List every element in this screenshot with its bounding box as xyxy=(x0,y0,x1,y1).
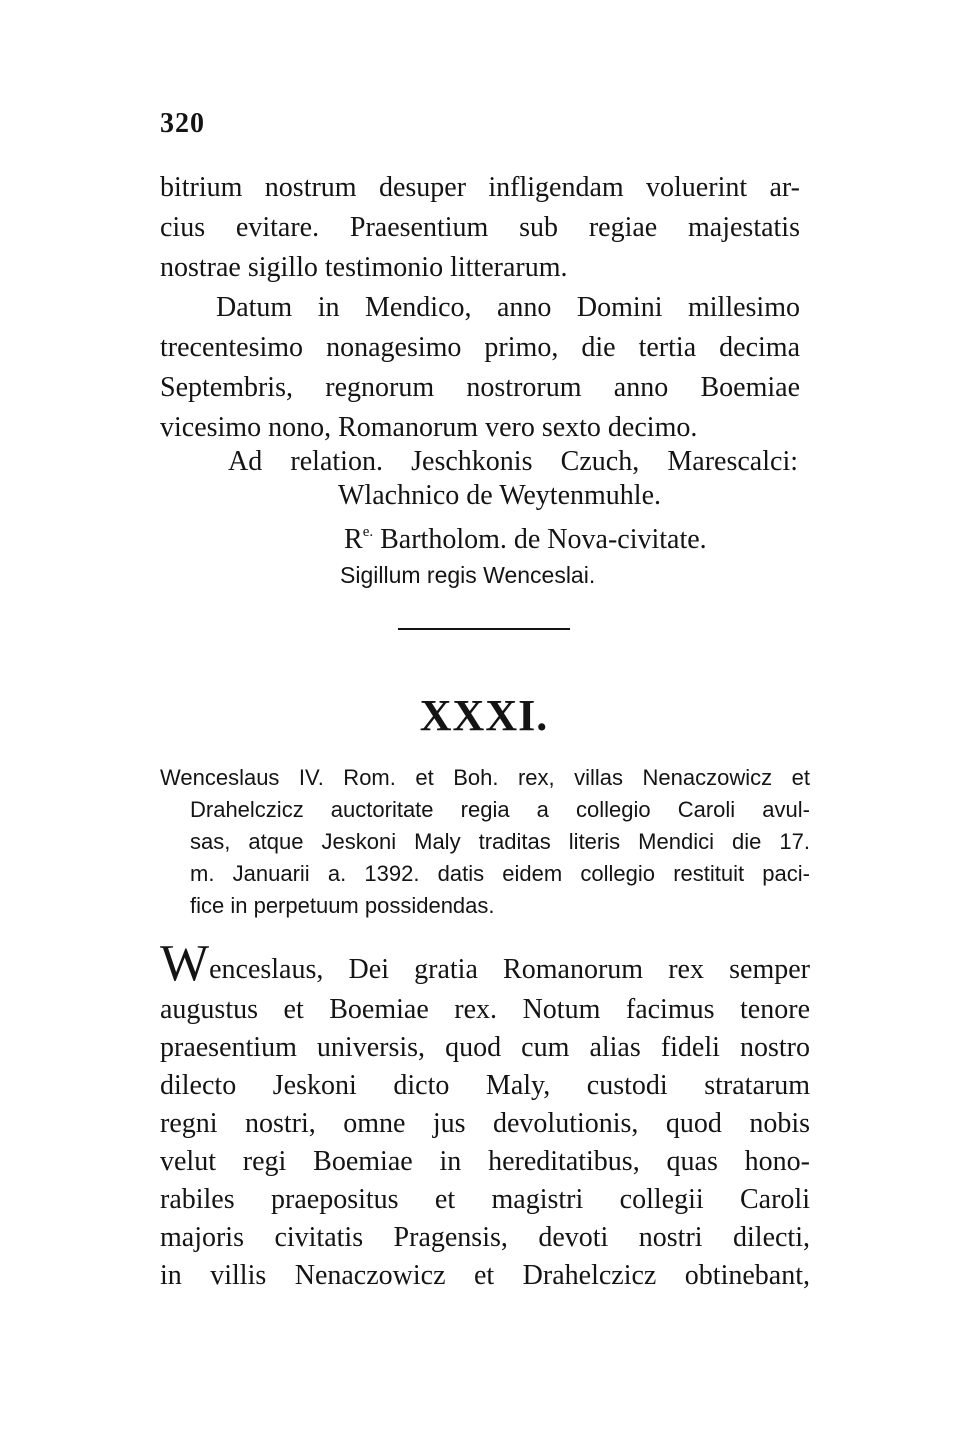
summary-line: sas, atque Jeskoni Maly traditas literis Mendici die 17. xyxy=(190,829,810,854)
relation-name: Wlachnico de Weytenmuhle. xyxy=(338,480,661,511)
body-line: velut regi Boemiae in hereditatibus, quas hono- xyxy=(160,1146,810,1177)
body-first-line xyxy=(160,935,810,992)
summary-line: Wenceslaus IV. Rom. et Boh. rex, villas Nenaczowicz et xyxy=(160,765,810,790)
text-line: Septembris, regnorum nostrorum anno Boemiae xyxy=(160,372,800,403)
reference-superscript: e. xyxy=(362,524,374,540)
text-line: bitrium nostrum desuper infligendam voluerint ar- xyxy=(160,172,800,203)
body-line: majoris civitatis Pragensis, devoti nostri dilecti, xyxy=(160,1222,810,1253)
reference-prefix: R xyxy=(344,524,363,555)
body-line: regni nostri, omne jus devolutionis, quod nobis xyxy=(160,1108,810,1139)
dropcap-letter: W xyxy=(160,935,210,992)
reference-text: Bartholom. de Nova-civitate. xyxy=(380,524,707,555)
relation-line: Ad relation. Jeschkonis Czuch, Marescalci: xyxy=(228,446,798,477)
body-line: rabiles praepositus et magistri collegii Caroli xyxy=(160,1184,810,1215)
summary-line: m. Januarii a. 1392. datis eidem collegio restituit paci- xyxy=(190,861,810,886)
text-line: vicesimo nono, Romanorum vero sexto decimo. xyxy=(160,412,698,443)
seal-note: Sigillum regis Wenceslai. xyxy=(340,562,596,588)
summary-line: fice in perpetuum possidendas. xyxy=(190,893,495,918)
text-line: nostrae sigillo testimonio litterarum. xyxy=(160,252,568,283)
document-number: XXXI. xyxy=(419,691,549,740)
reference-line xyxy=(344,514,707,558)
body-line: praesentium universis, quod cum alias fideli nostro xyxy=(160,1032,810,1063)
text-line: cius evitare. Praesentium sub regiae majestatis xyxy=(160,212,800,243)
body-line: dilecto Jeskoni dicto Maly, custodi stratarum xyxy=(160,1070,810,1101)
text-line: Datum in Mendico, anno Domini millesimo xyxy=(216,292,800,323)
body-line: augustus et Boemiae rex. Notum facimus tenore xyxy=(160,994,810,1025)
summary-line: Drahelczicz auctoritate regia a collegio Caroli avul- xyxy=(190,797,810,822)
page-number: 320 xyxy=(160,108,205,139)
body-line: in villis Nenaczowicz et Drahelczicz obtinebant, xyxy=(160,1260,810,1291)
section-divider xyxy=(398,628,570,630)
body-first-line-text: enceslaus, Dei gratia Romanorum rex semper xyxy=(209,954,810,985)
text-line: trecentesimo nonagesimo primo, die tertia decima xyxy=(160,332,800,363)
